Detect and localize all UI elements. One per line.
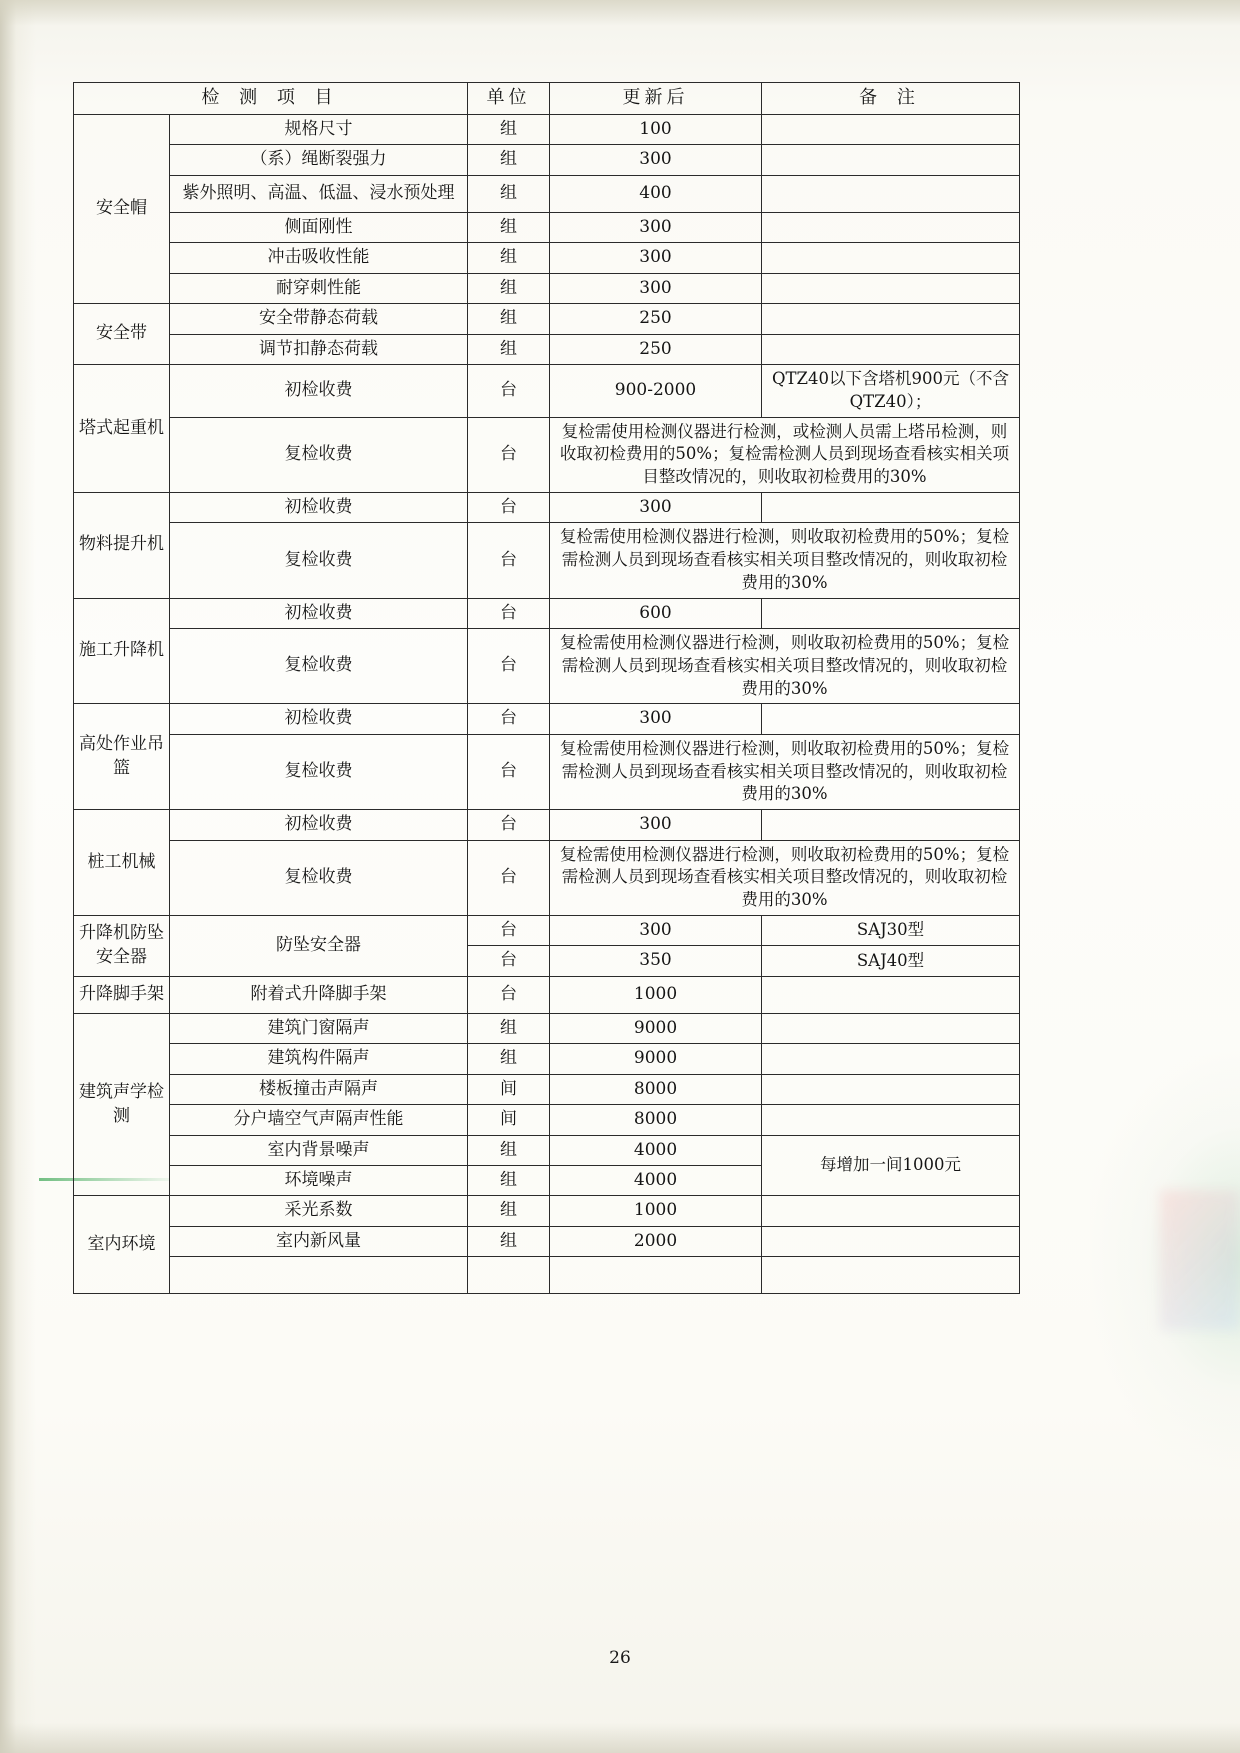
note-recheck-common: 复检需使用检测仪器进行检测，则收取初检费用的50%；复检需检测人员到现场查看核实相关项目整改情况的，则收取初检费用的30% bbox=[550, 629, 1020, 704]
note-recheck-common: 复检需使用检测仪器进行检测，则收取初检费用的50%；复检需检测人员到现场查看核实相关项目整改情况的，则收取初检费用的30% bbox=[550, 734, 1020, 809]
table-header-row bbox=[74, 83, 1020, 115]
table-row bbox=[74, 273, 1020, 303]
item-first-check: 初检收费 bbox=[170, 365, 468, 418]
price-cell: 300 bbox=[550, 915, 762, 945]
table-row bbox=[74, 1044, 1020, 1074]
price-cell: 2000 bbox=[550, 1226, 762, 1256]
price-cell: 300 bbox=[550, 243, 762, 273]
table-row bbox=[74, 334, 1020, 364]
unit-cell: 间 bbox=[468, 1105, 550, 1135]
unit-cell: 台 bbox=[468, 598, 550, 628]
item-recheck: 复检收费 bbox=[170, 840, 468, 915]
unit-cell: 组 bbox=[468, 1044, 550, 1074]
note-cell bbox=[762, 145, 1020, 175]
item-wall-air-sound: 分户墙空气声隔声性能 bbox=[170, 1105, 468, 1135]
table-row bbox=[74, 365, 1020, 418]
note-cell bbox=[762, 243, 1020, 273]
item-impact-absorption: 冲击吸收性能 bbox=[170, 243, 468, 273]
price-cell: 300 bbox=[550, 704, 762, 734]
page-edge-shadow-left bbox=[0, 0, 36, 1753]
header-price: 更新后 bbox=[550, 83, 762, 115]
unit-cell: 台 bbox=[468, 704, 550, 734]
item-floor-impact-sound: 楼板撞击声隔声 bbox=[170, 1074, 468, 1104]
item-recheck: 复检收费 bbox=[170, 629, 468, 704]
item-daylight-factor: 采光系数 bbox=[170, 1196, 468, 1226]
note-saj30: SAJ30型 bbox=[762, 915, 1020, 945]
table-row bbox=[74, 1196, 1020, 1226]
table-row bbox=[74, 840, 1020, 915]
unit-cell: 组 bbox=[468, 243, 550, 273]
header-unit: 单位 bbox=[468, 83, 550, 115]
unit-cell: 组 bbox=[468, 334, 550, 364]
table-row bbox=[74, 1226, 1020, 1256]
table-row bbox=[74, 243, 1020, 273]
table-row bbox=[74, 212, 1020, 242]
note-recheck-tower: 复检需使用检测仪器进行检测，或检测人员需上塔吊检测，则收取初检费用的50%；复检需检测人员到现场查看核实相关项目整改情况的，则收取初检费用的30% bbox=[550, 417, 1020, 492]
category-safety-belt: 安全带 bbox=[74, 304, 170, 365]
table-row bbox=[74, 1013, 1020, 1043]
page-corner-color-fringe bbox=[1160, 1190, 1240, 1330]
item-pretreatment-text: 紫外照明、高温、低温、浸水预处理 bbox=[182, 183, 455, 203]
note-cell bbox=[762, 1013, 1020, 1043]
item-first-check: 初检收费 bbox=[170, 492, 468, 522]
unit-cell: 台 bbox=[468, 915, 550, 945]
note-cell bbox=[762, 492, 1020, 522]
note-recheck-common: 复检需使用检测仪器进行检测，则收取初检费用的50%；复检需检测人员到现场查看核实相关项目整改情况的，则收取初检费用的30% bbox=[550, 840, 1020, 915]
price-cell: 9000 bbox=[550, 1013, 762, 1043]
table-row bbox=[74, 629, 1020, 704]
unit-cell: 组 bbox=[468, 273, 550, 303]
item-fresh-air-volume: 室内新风量 bbox=[170, 1226, 468, 1256]
note-recheck-common: 复检需使用检测仪器进行检测，则收取初检费用的50%；复检需检测人员到现场查看核实相关项目整改情况的，则收取初检费用的30% bbox=[550, 523, 1020, 598]
unit-cell: 台 bbox=[468, 840, 550, 915]
item-puncture-resistance: 耐穿刺性能 bbox=[170, 273, 468, 303]
unit-cell: 组 bbox=[468, 1135, 550, 1165]
item-cell bbox=[170, 1257, 468, 1294]
price-cell: 300 bbox=[550, 212, 762, 242]
note-cell bbox=[762, 1196, 1020, 1226]
unit-cell: 台 bbox=[468, 629, 550, 704]
category-helmet: 安全帽 bbox=[74, 114, 170, 303]
table-row bbox=[74, 492, 1020, 522]
item-attached-scaffold: 附着式升降脚手架 bbox=[170, 976, 468, 1013]
item-first-check: 初检收费 bbox=[170, 810, 468, 840]
unit-cell: 间 bbox=[468, 1074, 550, 1104]
price-cell: 300 bbox=[550, 492, 762, 522]
note-cell bbox=[762, 1044, 1020, 1074]
table-row bbox=[74, 1074, 1020, 1104]
category-pile-machine: 桩工机械 bbox=[74, 810, 170, 916]
item-size: 规格尺寸 bbox=[170, 114, 468, 144]
fee-table-container bbox=[73, 82, 1019, 1294]
table-row bbox=[74, 523, 1020, 598]
price-cell: 600 bbox=[550, 598, 762, 628]
item-recheck: 复检收费 bbox=[170, 417, 468, 492]
price-cell: 1000 bbox=[550, 1196, 762, 1226]
note-cell bbox=[762, 1226, 1020, 1256]
unit-cell: 台 bbox=[468, 946, 550, 976]
price-cell: 300 bbox=[550, 273, 762, 303]
header-item: 检 测 项 目 bbox=[74, 83, 468, 115]
table-row bbox=[74, 1105, 1020, 1135]
category-building-acoustics: 建筑声学检测 bbox=[74, 1013, 170, 1196]
price-cell: 400 bbox=[550, 175, 762, 212]
note-cell bbox=[762, 175, 1020, 212]
item-pretreatment bbox=[170, 175, 468, 212]
item-background-noise: 室内背景噪声 bbox=[170, 1135, 468, 1165]
note-cell bbox=[762, 976, 1020, 1013]
note-cell bbox=[762, 704, 1020, 734]
note-cell bbox=[762, 1074, 1020, 1104]
price-cell: 300 bbox=[550, 810, 762, 840]
unit-cell: 台 bbox=[468, 523, 550, 598]
table-row bbox=[74, 417, 1020, 492]
unit-cell: 组 bbox=[468, 1013, 550, 1043]
note-per-extra-room: 每增加一间1000元 bbox=[762, 1135, 1020, 1196]
table-row bbox=[74, 734, 1020, 809]
note-cell bbox=[762, 1257, 1020, 1294]
item-belt-static-load: 安全带静态荷载 bbox=[170, 304, 468, 334]
item-first-check: 初检收费 bbox=[170, 598, 468, 628]
unit-cell: 组 bbox=[468, 1226, 550, 1256]
item-rope-break: （系）绳断裂强力 bbox=[170, 145, 468, 175]
item-component-sound: 建筑构件隔声 bbox=[170, 1044, 468, 1074]
note-saj40: SAJ40型 bbox=[762, 946, 1020, 976]
note-cell bbox=[762, 598, 1020, 628]
table-row bbox=[74, 915, 1020, 945]
category-lifting-scaffold bbox=[74, 976, 170, 1013]
item-door-window-sound: 建筑门窗隔声 bbox=[170, 1013, 468, 1043]
table-row bbox=[74, 598, 1020, 628]
unit-cell: 台 bbox=[468, 417, 550, 492]
item-first-check: 初检收费 bbox=[170, 704, 468, 734]
table-row-cut-off bbox=[74, 1257, 1020, 1294]
unit-cell: 台 bbox=[468, 365, 550, 418]
price-cell: 250 bbox=[550, 334, 762, 364]
category-indoor-environment bbox=[74, 1196, 170, 1294]
unit-cell: 台 bbox=[468, 734, 550, 809]
note-cell bbox=[762, 1105, 1020, 1135]
page-edge-shadow-top bbox=[0, 0, 1240, 26]
note-cell bbox=[762, 212, 1020, 242]
price-cell: 8000 bbox=[550, 1105, 762, 1135]
unit-cell: 组 bbox=[468, 175, 550, 212]
unit-cell: 台 bbox=[468, 976, 550, 1013]
price-cell: 9000 bbox=[550, 1044, 762, 1074]
table-row bbox=[74, 704, 1020, 734]
note-cell bbox=[762, 304, 1020, 334]
category-material-hoist: 物料提升机 bbox=[74, 492, 170, 598]
unit-cell: 组 bbox=[468, 304, 550, 334]
item-recheck: 复检收费 bbox=[170, 734, 468, 809]
unit-cell: 组 bbox=[468, 114, 550, 144]
category-lifting-scaffold-text: 升降脚手架 bbox=[79, 984, 164, 1004]
table-row bbox=[74, 304, 1020, 334]
table-row bbox=[74, 114, 1020, 144]
note-cell bbox=[762, 114, 1020, 144]
price-cell: 1000 bbox=[550, 976, 762, 1013]
category-anti-fall-device: 升降机防坠安全器 bbox=[74, 915, 170, 976]
note-cell bbox=[762, 273, 1020, 303]
category-construction-hoist: 施工升降机 bbox=[74, 598, 170, 704]
price-cell: 100 bbox=[550, 114, 762, 144]
item-anti-fall-device: 防坠安全器 bbox=[170, 915, 468, 976]
unit-cell: 组 bbox=[468, 1166, 550, 1196]
unit-cell bbox=[468, 1257, 550, 1294]
item-environment-noise: 环境噪声 bbox=[170, 1166, 468, 1196]
price-cell: 350 bbox=[550, 946, 762, 976]
price-cell: 8000 bbox=[550, 1074, 762, 1104]
category-gondola: 高处作业吊篮 bbox=[74, 704, 170, 810]
fee-table bbox=[73, 82, 1020, 1294]
category-tower-crane: 塔式起重机 bbox=[74, 365, 170, 493]
price-cell: 4000 bbox=[550, 1135, 762, 1165]
table-row bbox=[74, 810, 1020, 840]
item-buckle-static-load: 调节扣静态荷载 bbox=[170, 334, 468, 364]
note-cell bbox=[762, 334, 1020, 364]
page-edge-shadow-bottom bbox=[0, 1723, 1240, 1753]
note-cell bbox=[762, 810, 1020, 840]
price-cell: 900-2000 bbox=[550, 365, 762, 418]
price-cell: 300 bbox=[550, 145, 762, 175]
item-recheck: 复检收费 bbox=[170, 523, 468, 598]
price-cell bbox=[550, 1257, 762, 1294]
table-row bbox=[74, 1135, 1020, 1165]
table-row bbox=[74, 145, 1020, 175]
unit-cell: 组 bbox=[468, 212, 550, 242]
header-note: 备 注 bbox=[762, 83, 1020, 115]
item-lateral-rigidity: 侧面刚性 bbox=[170, 212, 468, 242]
unit-cell: 台 bbox=[468, 810, 550, 840]
category-indoor-environment-text: 室内环境 bbox=[87, 1234, 156, 1255]
unit-cell: 组 bbox=[468, 1196, 550, 1226]
table-row bbox=[74, 175, 1020, 212]
page-number: 26 bbox=[609, 1648, 631, 1668]
note-tower-crane: QTZ40以下含塔机900元（不含QTZ40）； bbox=[762, 365, 1020, 418]
unit-cell: 组 bbox=[468, 145, 550, 175]
unit-cell: 台 bbox=[468, 492, 550, 522]
table-row bbox=[74, 976, 1020, 1013]
price-cell: 250 bbox=[550, 304, 762, 334]
price-cell: 4000 bbox=[550, 1166, 762, 1196]
